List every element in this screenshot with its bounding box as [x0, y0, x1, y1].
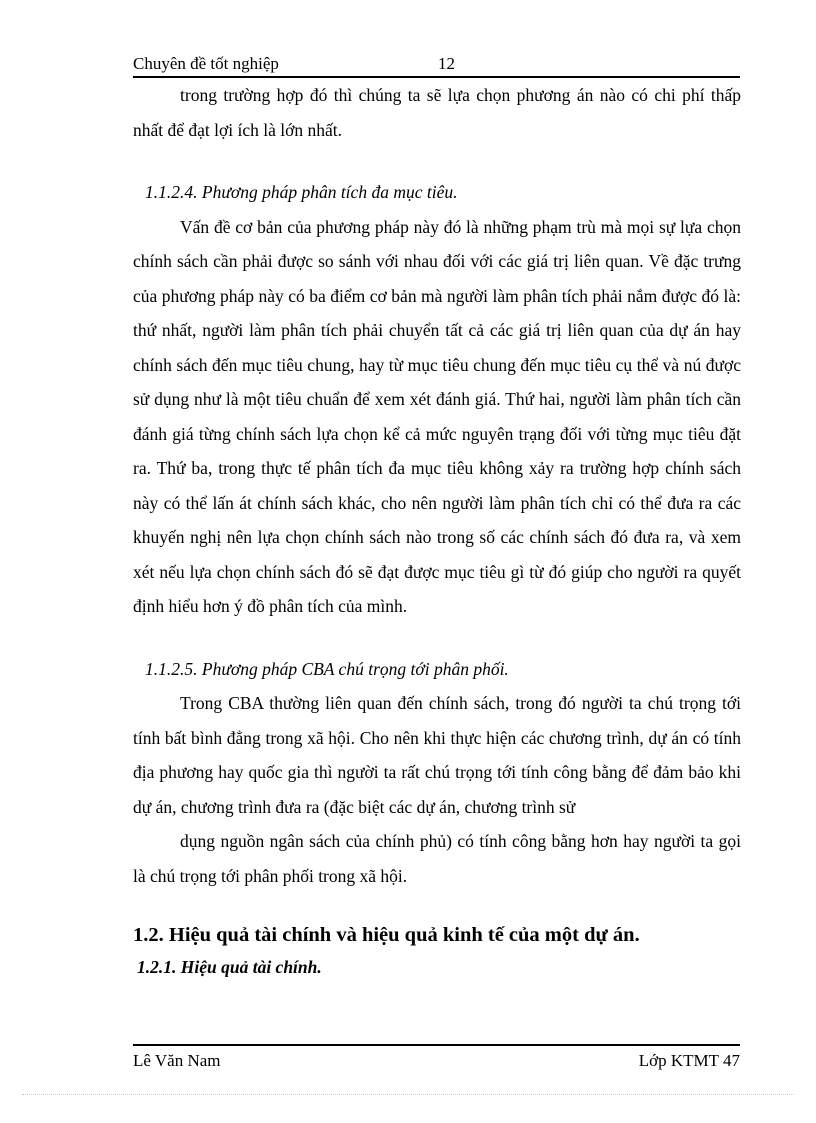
page-number: 12: [438, 54, 455, 73]
footer-class: Lớp KTMT 47: [638, 1051, 740, 1070]
paragraph-continuation: trong trường hợp đó thì chúng ta sẽ lựa chọn phương án nào có chi phí thấp nhất để đạt lợi ích là lớn nhất.: [133, 85, 741, 140]
section-heading-1-2: 1.2. Hiệu quả tài chính và hiệu quả kinh tế của một dự án.: [133, 924, 640, 946]
subsection-heading-1-1-2-5: 1.1.2.5. Phương pháp CBA chú trọng tới phân phối.: [145, 658, 509, 679]
page-bottom-edge: [22, 1094, 794, 1095]
spacer: [133, 893, 741, 919]
page-header: [133, 52, 740, 78]
spacer: [133, 624, 741, 652]
page-body: [133, 78, 741, 983]
footer-author: Lê Văn Nam: [133, 1051, 221, 1070]
subsection-heading-1-2-1: 1.2.1. Hiệu quả tài chính.: [137, 957, 322, 977]
paragraph-cba-distribution-cont: dụng nguồn ngân sách của chính phủ) có tính công bằng hơn hay người ta gọi là chú trọng tới phân phối trong xã hội.: [133, 831, 741, 886]
page-footer: [133, 1044, 740, 1076]
subsection-heading-1-1-2-4: 1.1.2.4. Phương pháp phân tích đa mục tiêu.: [145, 182, 458, 202]
spacer: [133, 147, 741, 175]
paragraph-cba-distribution: Trong CBA thường liên quan đến chính sách, trong đó người ta chú trọng tới tính bất bình đẳng trong xã hội. Cho nên khi thực hiện các chương trình, dự án có tính địa phương hay quốc gia thì người ta rất chú trọng tới tính công bằng để đảm bảo khi dự án, chương trình đưa ra (đặc biệt các dự án, chương trình sử: [133, 693, 741, 817]
paragraph-multi-objective: Vấn đề cơ bản của phương pháp này đó là những phạm trù mà mọi sự lựa chọn chính sách cần phải được so sánh với nhau đối với các giá trị liên quan. Về đặc trưng của phương pháp này có ba điểm cơ bản mà người làm phân tích phải nắm được đó là: thứ nhất, người làm phân tích phải chuyển tất cả các giá trị liên quan của dự án hay chính sách đến mục tiêu chung, hay từ mục tiêu chung đến mục tiêu cụ thể và nú được sử dụng như là một tiêu chuẩn để xem xét đánh giá. Thứ hai, người làm phân tích cần đánh giá từng chính sách lựa chọn kể cả mức nguyên trạng đối với từng mục tiêu đặt ra. Thứ ba, trong thực tế phân tích đa mục tiêu không xảy ra trường hợp chính sách này có thể lấn át chính sách khác, cho nên người làm phân tích chỉ có thể đưa ra các khuyến nghị nên lựa chọn chính sách nào trong số các chính sách đó đưa ra, và xem xét nếu lựa chọn chính sách đó sẽ đạt được mục tiêu gì từ đó giúp cho người ra quyết định hiểu hơn ý đồ phân tích của mình.: [133, 216, 741, 616]
header-title: Chuyên đề tốt nghiệp: [133, 54, 279, 73]
